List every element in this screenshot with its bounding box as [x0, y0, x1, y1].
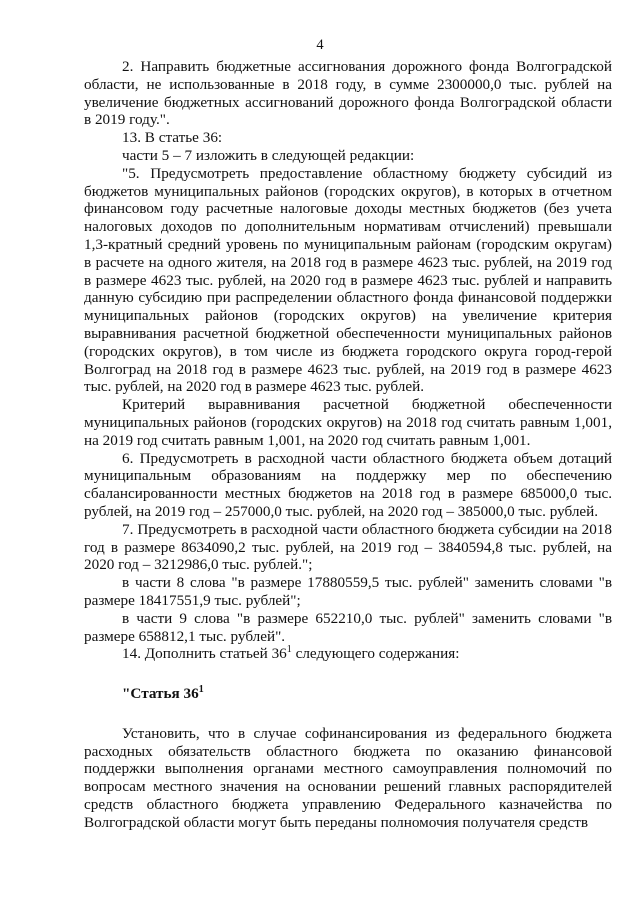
paragraph-part-5: "5. Предусмотреть предоставление областному бюджету субсидий из бюджетов муниципальных районов (городских округов), в которых в отчетном финансовом году расчетные налоговые доходы местных бюджетов (без учета налоговых доходов по дополнительным нормативам отчислений) превышали 1,3-кратный средний уровень по муниципальным районам (городским округам) в расчете на одного жителя, на 2018 год в размере 4623 тыс. рублей, на 2019 год в размере 4623 тыс. рублей, на 2020 год в размере 4623 тыс. рублей и направить данную субсидию при распределении областного фонда финансовой поддержки муниципальных районов (городских округов) на увеличение критерия выравнивания расчетной бюджетной обеспеченности муниципальных районов (городских округов), в том числе из бюджета городского округа город-герой Волгоград на 2018 год в размере 4623 тыс. рублей, на 2019 год в размере 4623 тыс. рублей, на 2020 год в размере 4623 тыс. рублей.: [84, 164, 612, 396]
add-article-superscript: 1: [286, 644, 292, 656]
paragraph-add-article: [84, 645, 612, 663]
page-number: 4: [316, 37, 324, 53]
paragraph-co-financing: Установить, что в случае софинансирования из федерального бюджета расходных обязательств областного бюджета по оказанию финансовой поддержки выполнения органами местного самоуправления полномочий по вопросам местного значения на основании решений главных распорядителей средств областного бюджета управлению Федерального казначейства по Волгоградской области могут быть переданы полномочия получателя средств: [84, 724, 612, 831]
article-heading-superscript: 1: [198, 684, 204, 696]
paragraph-part-6: 6. Предусмотреть в расходной части областного бюджета объем дотаций муниципальным образованиям на поддержку мер по обеспечению сбалансированности местных бюджетов на 2018 год в размере 685000,0 тыс. рублей, на 2019 год – 257000,0 тыс. рублей, на 2020 год – 385000,0 тыс. рублей.: [84, 449, 612, 520]
paragraph-article-36-intro: 13. В статье 36:: [122, 129, 223, 147]
paragraph-criterion: Критерий выравнивания расчетной бюджетной обеспеченности муниципальных районов (городских округов) на 2018 год считать равным 1,001, на 2019 год считать равным 1,001, на 2020 год считать равным 1,001.: [84, 396, 612, 449]
article-heading: [84, 685, 612, 703]
document-body: [84, 58, 612, 832]
paragraph-road-fund: 2. Направить бюджетные ассигнования дорожного фонда Волгоградской области, не использованные в 2018 году, в сумме 2300000,0 тыс. рублей на увеличение бюджетных ассигнований дорожного фонда Волгоградской области в 2019 году.".: [84, 58, 612, 129]
add-article-text: 14. Дополнить статьей 36: [122, 645, 287, 663]
paragraph-part-7: 7. Предусмотреть в расходной части областного бюджета субсидии на 2018 год в размере 8634090,2 тыс. рублей, на 2019 год – 3840594,8 тыс. рублей, на 2020 год – 3212986,0 тыс. рублей.";: [84, 520, 612, 574]
add-article-text-end: следующего содержания:: [291, 645, 460, 663]
paragraph-part-9: в части 9 слова "в размере 652210,0 тыс. рублей" заменить словами "в размере 658812,1 тыс. рублей".: [84, 609, 612, 645]
paragraph-part-8: в части 8 слова "в размере 17880559,5 тыс. рублей" заменить словами "в размере 18417551,9 тыс. рублей";: [84, 574, 612, 609]
article-heading-text: "Статья 36: [122, 685, 199, 703]
paragraph-parts-5-7: части 5 – 7 изложить в следующей редакции:: [122, 146, 415, 164]
